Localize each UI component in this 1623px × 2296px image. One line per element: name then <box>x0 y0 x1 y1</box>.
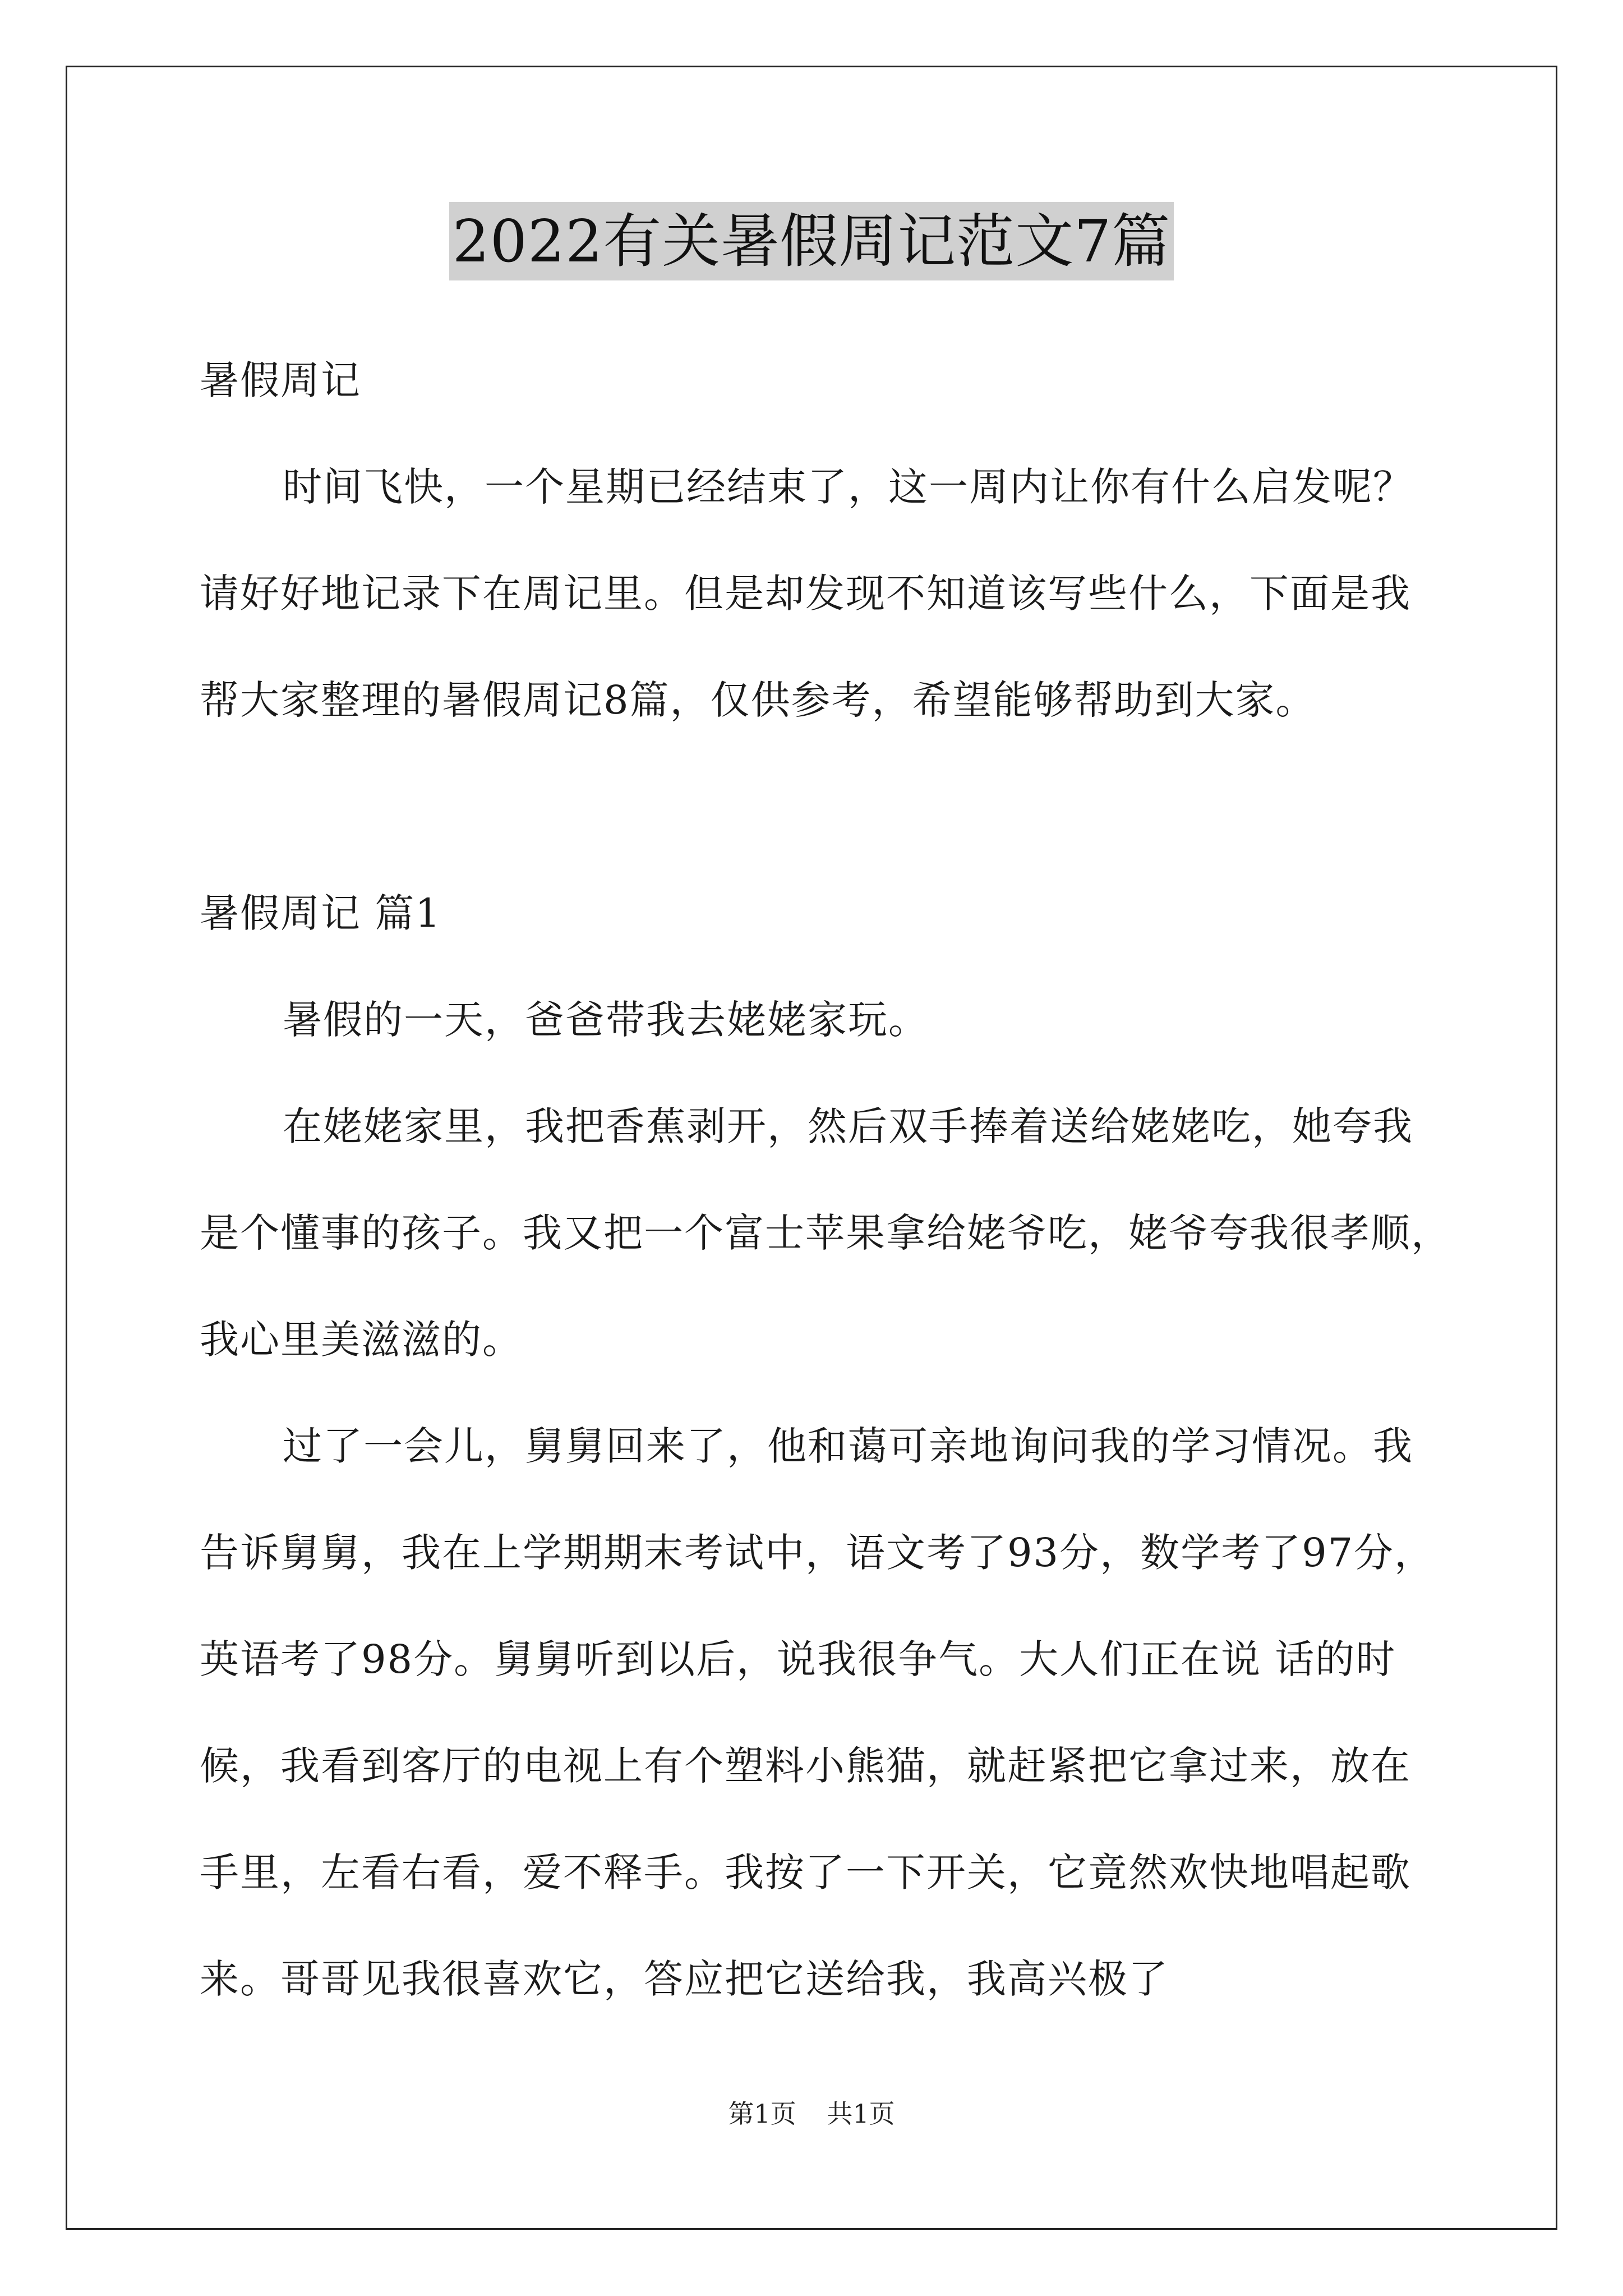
paragraph-3-line-5: 手里，左看右看，爱不释手。我按了一下开关，它竟然欢快地唱起歌 <box>200 1849 1411 1895</box>
document-title: 2022有关暑假周记范文7篇 <box>449 202 1174 280</box>
paragraph-2-line-3: 我心里美滋滋的。 <box>200 1317 523 1363</box>
paragraph-1: 暑假的一天，爸爸带我去姥姥家玩。 <box>283 997 929 1043</box>
paragraph-3-line-3: 英语考了98分。舅舅听到以后，说我很争气。大人们正在说 话的时 <box>200 1636 1396 1682</box>
page-number: 第1页 <box>728 2099 796 2129</box>
paragraph-3-line-4: 候，我看到客厅的电视上有个塑料小熊猫，就赶紧把它拿过来，放在 <box>200 1743 1411 1789</box>
title-container <box>0 202 1623 280</box>
paragraph-3-line-2: 告诉舅舅，我在上学期期末考试中，语文考了93分，数学考了97分， <box>200 1530 1435 1576</box>
paragraph-3-line-1: 过了一会儿，舅舅回来了，他和蔼可亲地询问我的学习情况。我 <box>283 1423 1413 1469</box>
paragraph-2-line-2: 是个懂事的孩子。我又把一个富士苹果拿给姥爷吃，姥爷夸我很孝顺， <box>200 1210 1451 1256</box>
intro-line-2: 请好好地记录下在周记里。但是却发现不知道该写些什么，下面是我 <box>200 570 1411 616</box>
page-total: 共1页 <box>827 2099 895 2129</box>
paragraph-2-line-1: 在姥姥家里，我把香蕉剥开，然后双手捧着送给姥姥吃，她夸我 <box>283 1103 1413 1149</box>
intro-line-3: 帮大家整理的暑假周记8篇，仅供参考，希望能够帮助到大家。 <box>200 677 1316 723</box>
page-footer <box>0 2097 1623 2131</box>
intro-line-1: 时间飞快，一个星期已经结束了，这一周内让你有什么启发呢？ <box>283 464 1413 510</box>
section-heading: 暑假周记 篇1 <box>200 890 441 936</box>
paragraph-3-line-6: 来。哥哥见我很喜欢它，答应把它送给我，我高兴极了 <box>200 1956 1169 2002</box>
intro-heading: 暑假周记 <box>200 357 361 403</box>
